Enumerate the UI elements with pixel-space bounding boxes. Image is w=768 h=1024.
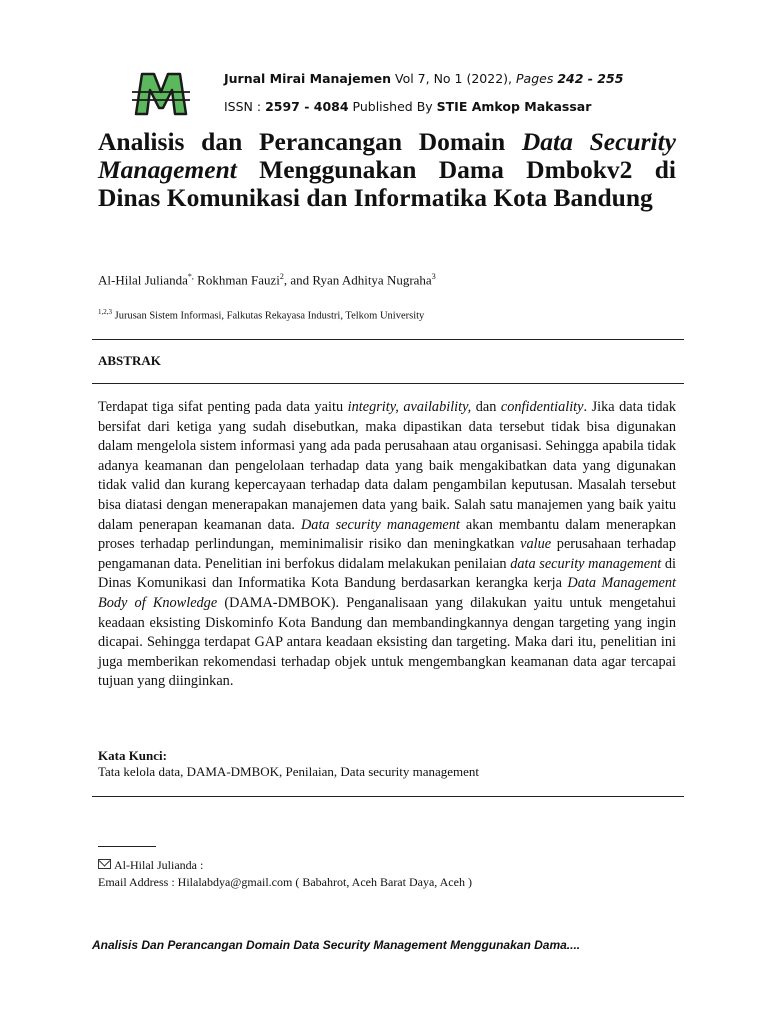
abstract-segment: di Dinas Komunikasi dan Informatika Kota Bandung berdasarkan kerangka kerja: [98, 555, 676, 592]
author-name: Al-Hilal Julianda: [98, 272, 188, 288]
abstract-segment: (DAMA-DMBOK). Penganalisaan yang dilakukan yaitu untuk mengetahui keadaan eksisting Diskominfo Kota Bandung dan membandingkannya dengan targeting yang ingin dicapai. Sehingga terdapat GAP antara keadaan eksisting dan targeting. Maka dari itu, penelitian ini juga memberikan rekomendasi terhadap objek untuk mengembangkan keamanan data agar tercapai tujuan yang diinginkan.: [98, 594, 676, 690]
author-superscript: 2: [279, 272, 284, 281]
volume-issue: Vol 7, No 1 (2022),: [391, 71, 516, 86]
affiliation-text: Jurusan Sistem Informasi, Falkutas Rekayasa Industri, Telkom University: [112, 310, 425, 322]
abstract-segment: akan membantu dalam menerapkan proses terhadap perlindungan, meminimalisir risiko dan meningkatkan: [98, 516, 676, 553]
keywords-text: Tata kelola data, DAMA-DMBOK, Penilaian, Data security management: [98, 764, 480, 779]
abstract-segment: Terdapat tiga sifat penting pada data yaitu: [98, 399, 348, 415]
abstract-heading: ABSTRAK: [98, 353, 161, 368]
footnote-author-text: Al-Hilal Julianda :: [114, 858, 204, 872]
pages-range: 242 - 255: [557, 71, 624, 86]
envelope-icon: [98, 859, 111, 869]
footnote-rule: [98, 846, 156, 847]
publisher-name: STIE Amkop Makassar: [436, 99, 592, 114]
title-part: Menggunakan Dama Dmbokv2 di Dinas Komunikasi dan Informatika Kota Bandung: [98, 155, 676, 212]
issn-value: 2597 - 4084: [265, 99, 349, 114]
journal-name: Jurnal Mirai Manajemen: [224, 71, 392, 86]
journal-issn-line: [224, 99, 591, 114]
divider-top: [92, 339, 684, 340]
footnote-email: Email Address : Hilalabdya@gmail.com ( Babahrot, Aceh Barat Daya, Aceh ): [98, 875, 472, 889]
abstract-segment: perusahaan terhadap pengamanan data. Penelitian ini berfokus didalam melakukan penilaian: [98, 536, 676, 572]
journal-logo-icon: [132, 70, 190, 118]
abstract-italic-segment: confidentiality: [500, 399, 584, 415]
title-italic-part: Data Security Management: [98, 127, 676, 184]
abstract-body: [98, 398, 676, 692]
abstract-italic-segment: integrity, availability,: [347, 399, 472, 415]
footnote-author: [98, 858, 203, 873]
abstract-segment: dan: [471, 399, 501, 415]
affiliation: [98, 308, 424, 322]
pages-label: Pages: [516, 71, 558, 86]
author-name: Rokhman Fauzi: [193, 272, 280, 288]
divider-bottom: [92, 796, 684, 797]
abstract-paragraph: [98, 398, 676, 692]
journal-citation: [224, 71, 623, 86]
journal-logo: [132, 70, 190, 118]
issn-label: ISSN :: [224, 99, 266, 114]
author-superscript: 3: [431, 272, 436, 281]
abstract-italic-segment: data security management: [510, 555, 662, 572]
author-list: [98, 272, 436, 288]
author-superscript: *,: [187, 272, 194, 281]
published-by-label: Published By: [348, 99, 437, 114]
title-part: Analisis dan Perancangan Domain: [98, 127, 522, 156]
keywords-heading: Kata Kunci:: [98, 748, 167, 763]
abstract-segment: . Jika data tidak bersifat dari ketiga yang sudah disebutkan, maka dipastikan data tersebut tidak bisa digunakan dalam mengelola sistem informasi yang ada pada perusahaan atau organisasi. Sehingga apabila tidak adanya keamanan dan pengelolaan terhadap data yang baik mengakibatkan data yang digunakan tidak valid dan kurang kepercayaan terhadap data dalam pengambilan keputusan. Masalah tersebut bisa diatasi dengan menerapakan manajemen data yang baik. Salah satu manajemen yang baik yaitu dalam penerapan keamanan data.: [98, 399, 676, 533]
running-footer: Analisis Dan Perancangan Domain Data Security Management Menggunakan Dama....: [92, 938, 581, 952]
affiliation-superscript: 1,2,3: [98, 308, 112, 316]
author-name: , and Ryan Adhitya Nugraha: [283, 272, 432, 288]
abstract-italic-segment: Data Management Body of Knowledge: [98, 575, 677, 611]
divider-abstract: [92, 383, 684, 384]
paper-title: [98, 128, 676, 212]
abstract-italic-segment: Data security management: [300, 516, 460, 533]
abstract-italic-segment: value: [520, 536, 552, 553]
